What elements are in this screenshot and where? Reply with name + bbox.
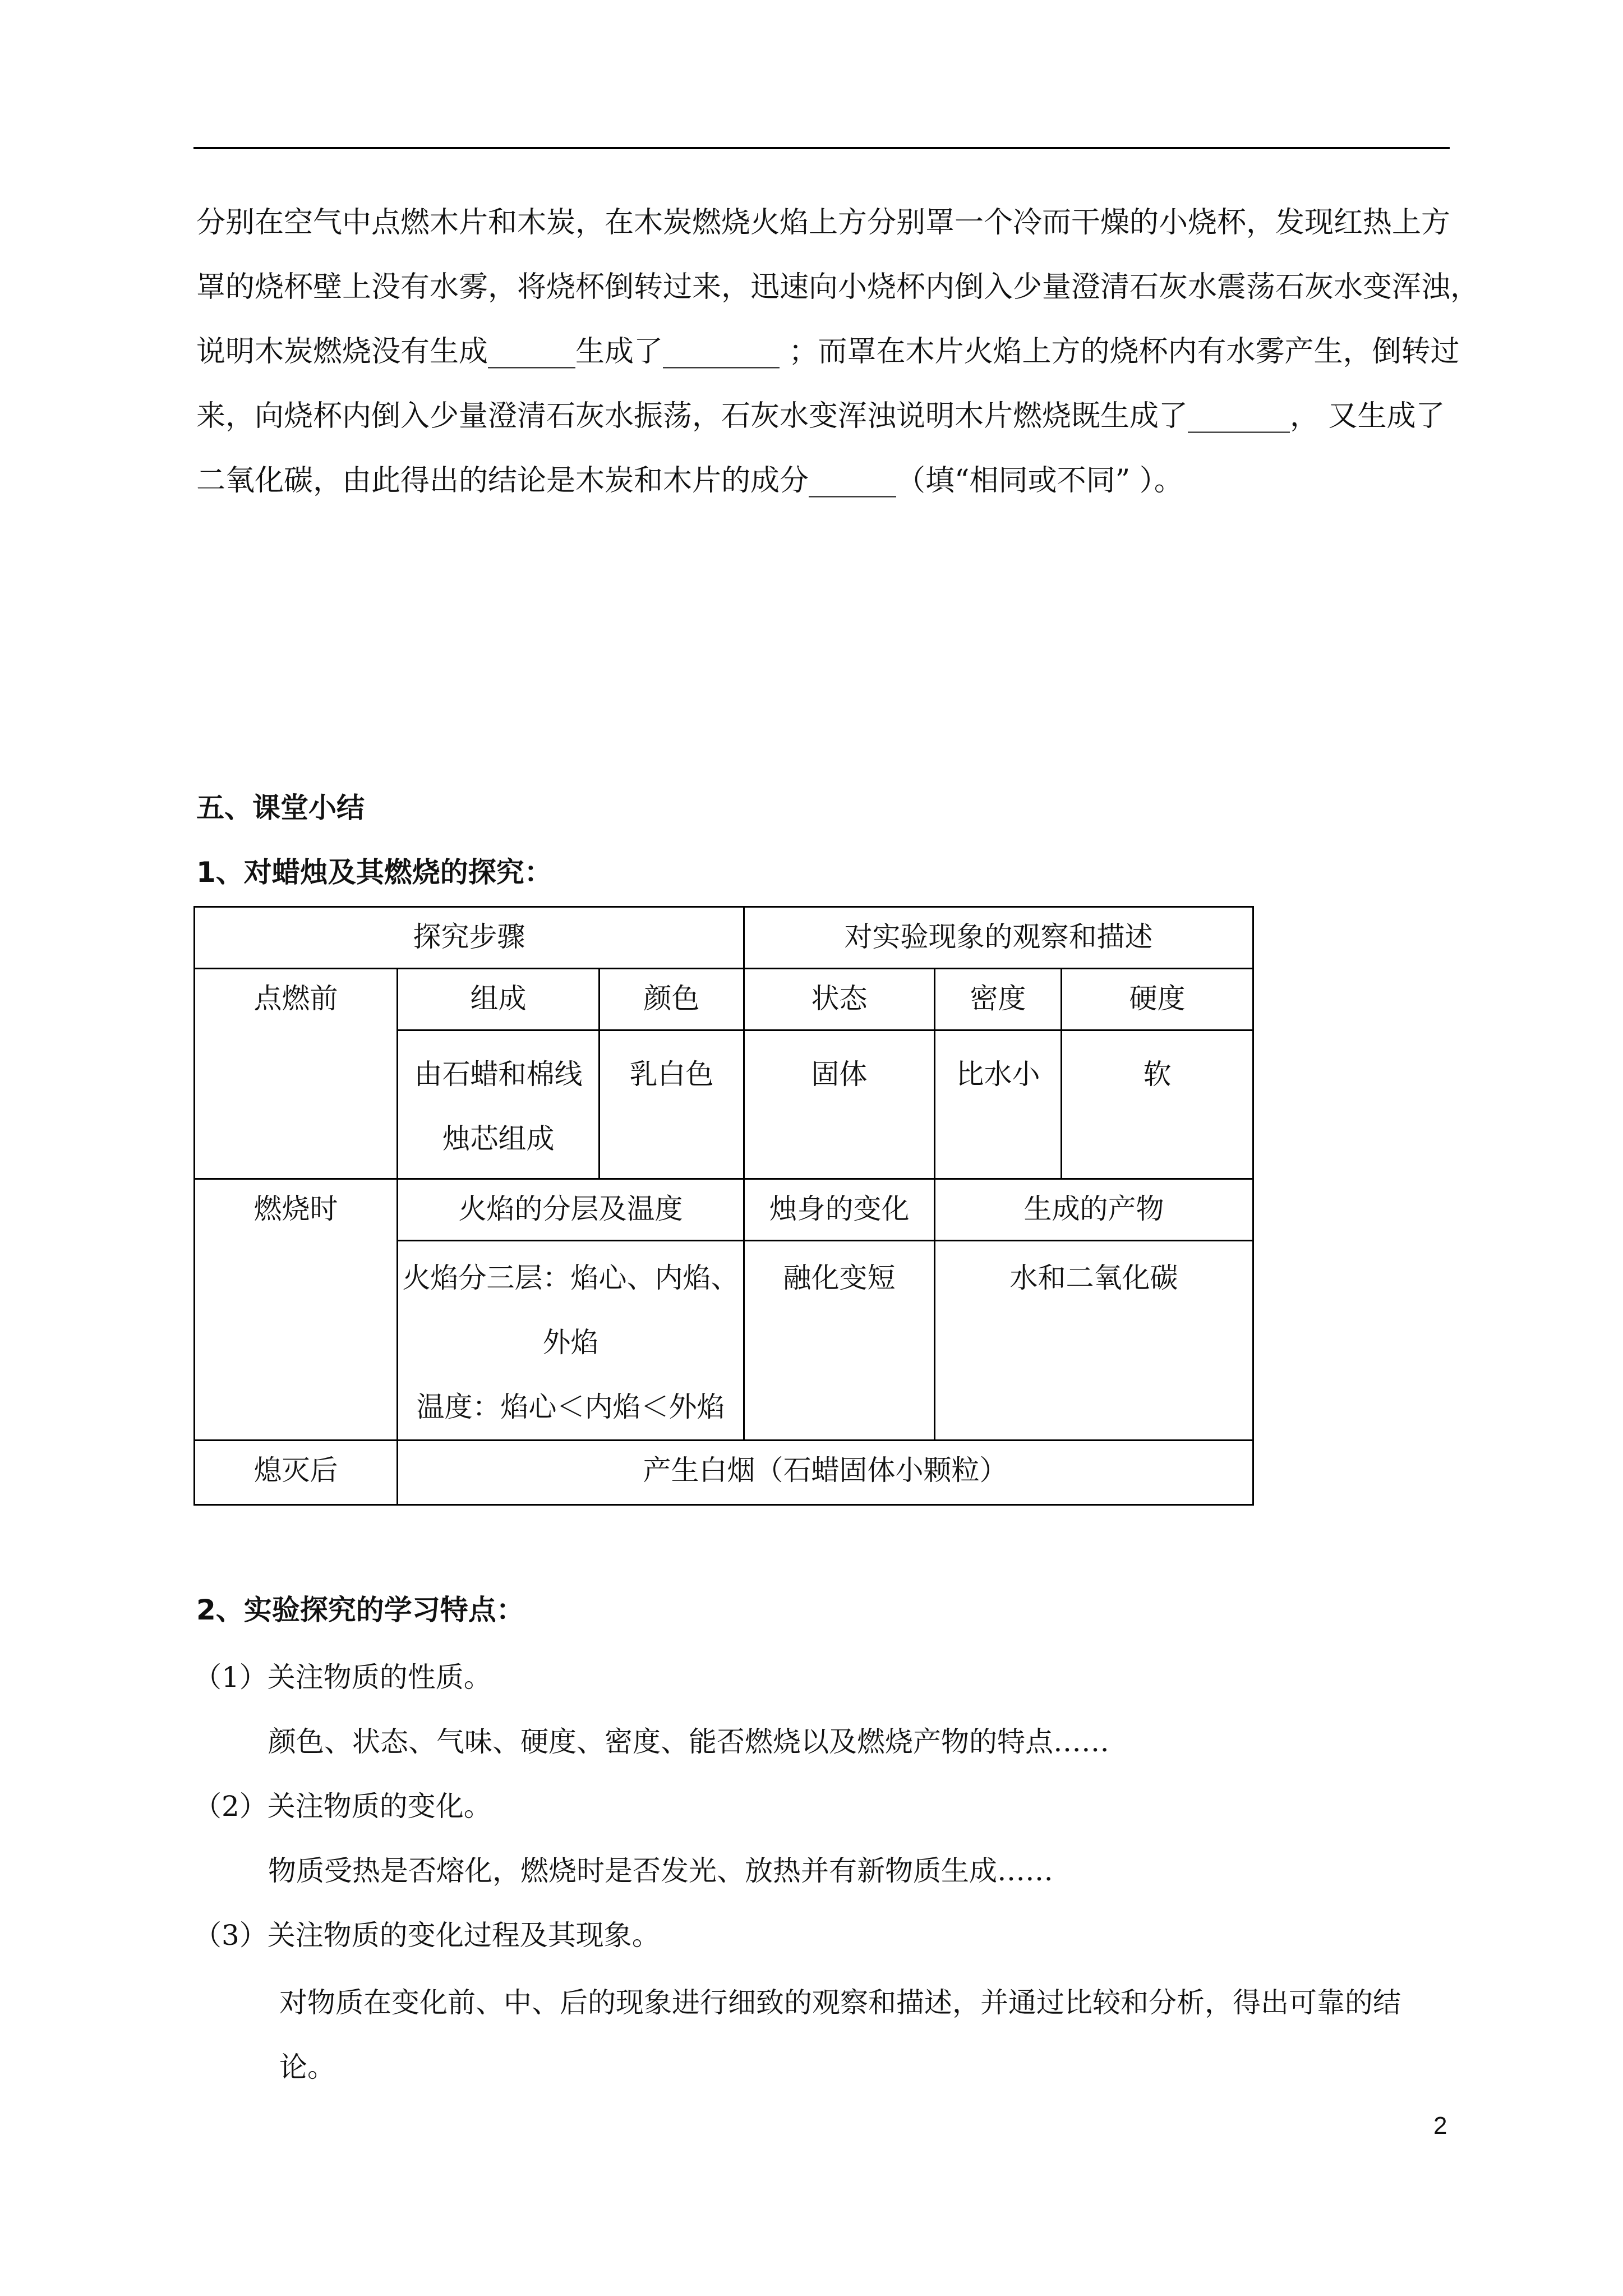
flame-line: 火焰分三层：焰心、内焰、 [402, 1262, 739, 1294]
page-number: 2 [1433, 2112, 1447, 2139]
composition-line: 由石蜡和棉线 [414, 1058, 583, 1091]
point-1-title: （1）关注物质的性质。 [193, 1661, 492, 1694]
cell-density: 比水小 [935, 1030, 1062, 1179]
candle-summary-table [193, 906, 1254, 1506]
col-density: 密度 [935, 969, 1062, 1030]
flame-line: 温度：焰心＜内焰＜外焰 [416, 1391, 725, 1423]
point-2-detail: 物质受热是否熔化，燃烧时是否发光、放热并有新物质生成…… [268, 1855, 1053, 1887]
col-hardness: 硬度 [1062, 969, 1253, 1030]
flame-line: 外焰 [542, 1326, 599, 1359]
col-products: 生成的产物 [935, 1179, 1253, 1241]
header-observe: 对实验现象的观察和描述 [744, 907, 1253, 969]
cell-hardness: 软 [1062, 1030, 1253, 1179]
cell-products: 水和二氧化碳 [935, 1241, 1253, 1441]
header-rule [193, 147, 1450, 149]
point-3-detail: 对物质在变化前、中、后的现象进行细致的观察和描述，并通过比较和分析，得出可靠的结 [279, 1986, 1401, 2019]
header-steps: 探究步骤 [195, 907, 744, 969]
row-label-after: 熄灭后 [195, 1441, 398, 1505]
subsection-title-1: 1、对蜡烛及其燃烧的探究： [196, 856, 552, 889]
cell-body-change: 融化变短 [744, 1241, 935, 1441]
col-state: 状态 [744, 969, 935, 1030]
paragraph-line: 来，向烧杯内倒入少量澄清石灰水振荡，石灰水变浑浊说明木片燃烧既生成了_______， 又生成了 [196, 399, 1445, 433]
cell-after: 产生白烟（石蜡固体小颗粒） [398, 1441, 1253, 1505]
paragraph-line: 罩的烧杯壁上没有水雾，将烧杯倒转过来，迅速向小烧杯内倒入少量澄清石灰水震荡石灰水变浑浊， [196, 270, 1480, 304]
paragraph-line: 二氧化碳，由此得出的结论是木炭和木片的成分______（填“相同或不同” ）。 [196, 464, 1183, 498]
point-3-detail: 论。 [279, 2051, 335, 2083]
subsection-title-2: 2、实验探究的学习特点： [196, 1594, 524, 1626]
col-composition: 组成 [398, 969, 600, 1030]
cell-state: 固体 [744, 1030, 935, 1179]
cell-composition [398, 1030, 600, 1179]
col-color: 颜色 [600, 969, 744, 1030]
fill-in-paragraph [196, 191, 1480, 513]
composition-line: 烛芯组成 [442, 1122, 555, 1155]
row-label-before: 点燃前 [195, 969, 398, 1179]
point-1-detail: 颜色、状态、气味、硬度、密度、能否燃烧以及燃烧产物的特点…… [268, 1726, 1109, 1758]
paragraph-line: 分别在空气中点燃木片和木炭，在木炭燃烧火焰上方分别罩一个冷而干燥的小烧杯，发现红热上方 [196, 206, 1451, 240]
cell-flame [398, 1241, 744, 1441]
section-title: 五、课堂小结 [196, 792, 365, 824]
point-3-title: （3）关注物质的变化过程及其现象。 [193, 1919, 660, 1952]
row-label-burning: 燃烧时 [195, 1179, 398, 1441]
col-flame: 火焰的分层及温度 [398, 1179, 744, 1241]
col-body-change: 烛身的变化 [744, 1179, 935, 1241]
paragraph-line: 说明木炭燃烧没有生成______生成了________ ；而罩在木片火焰上方的烧杯内有水雾产生，倒转过 [196, 335, 1460, 369]
point-2-title: （2）关注物质的变化。 [193, 1790, 492, 1823]
cell-color: 乳白色 [600, 1030, 744, 1179]
